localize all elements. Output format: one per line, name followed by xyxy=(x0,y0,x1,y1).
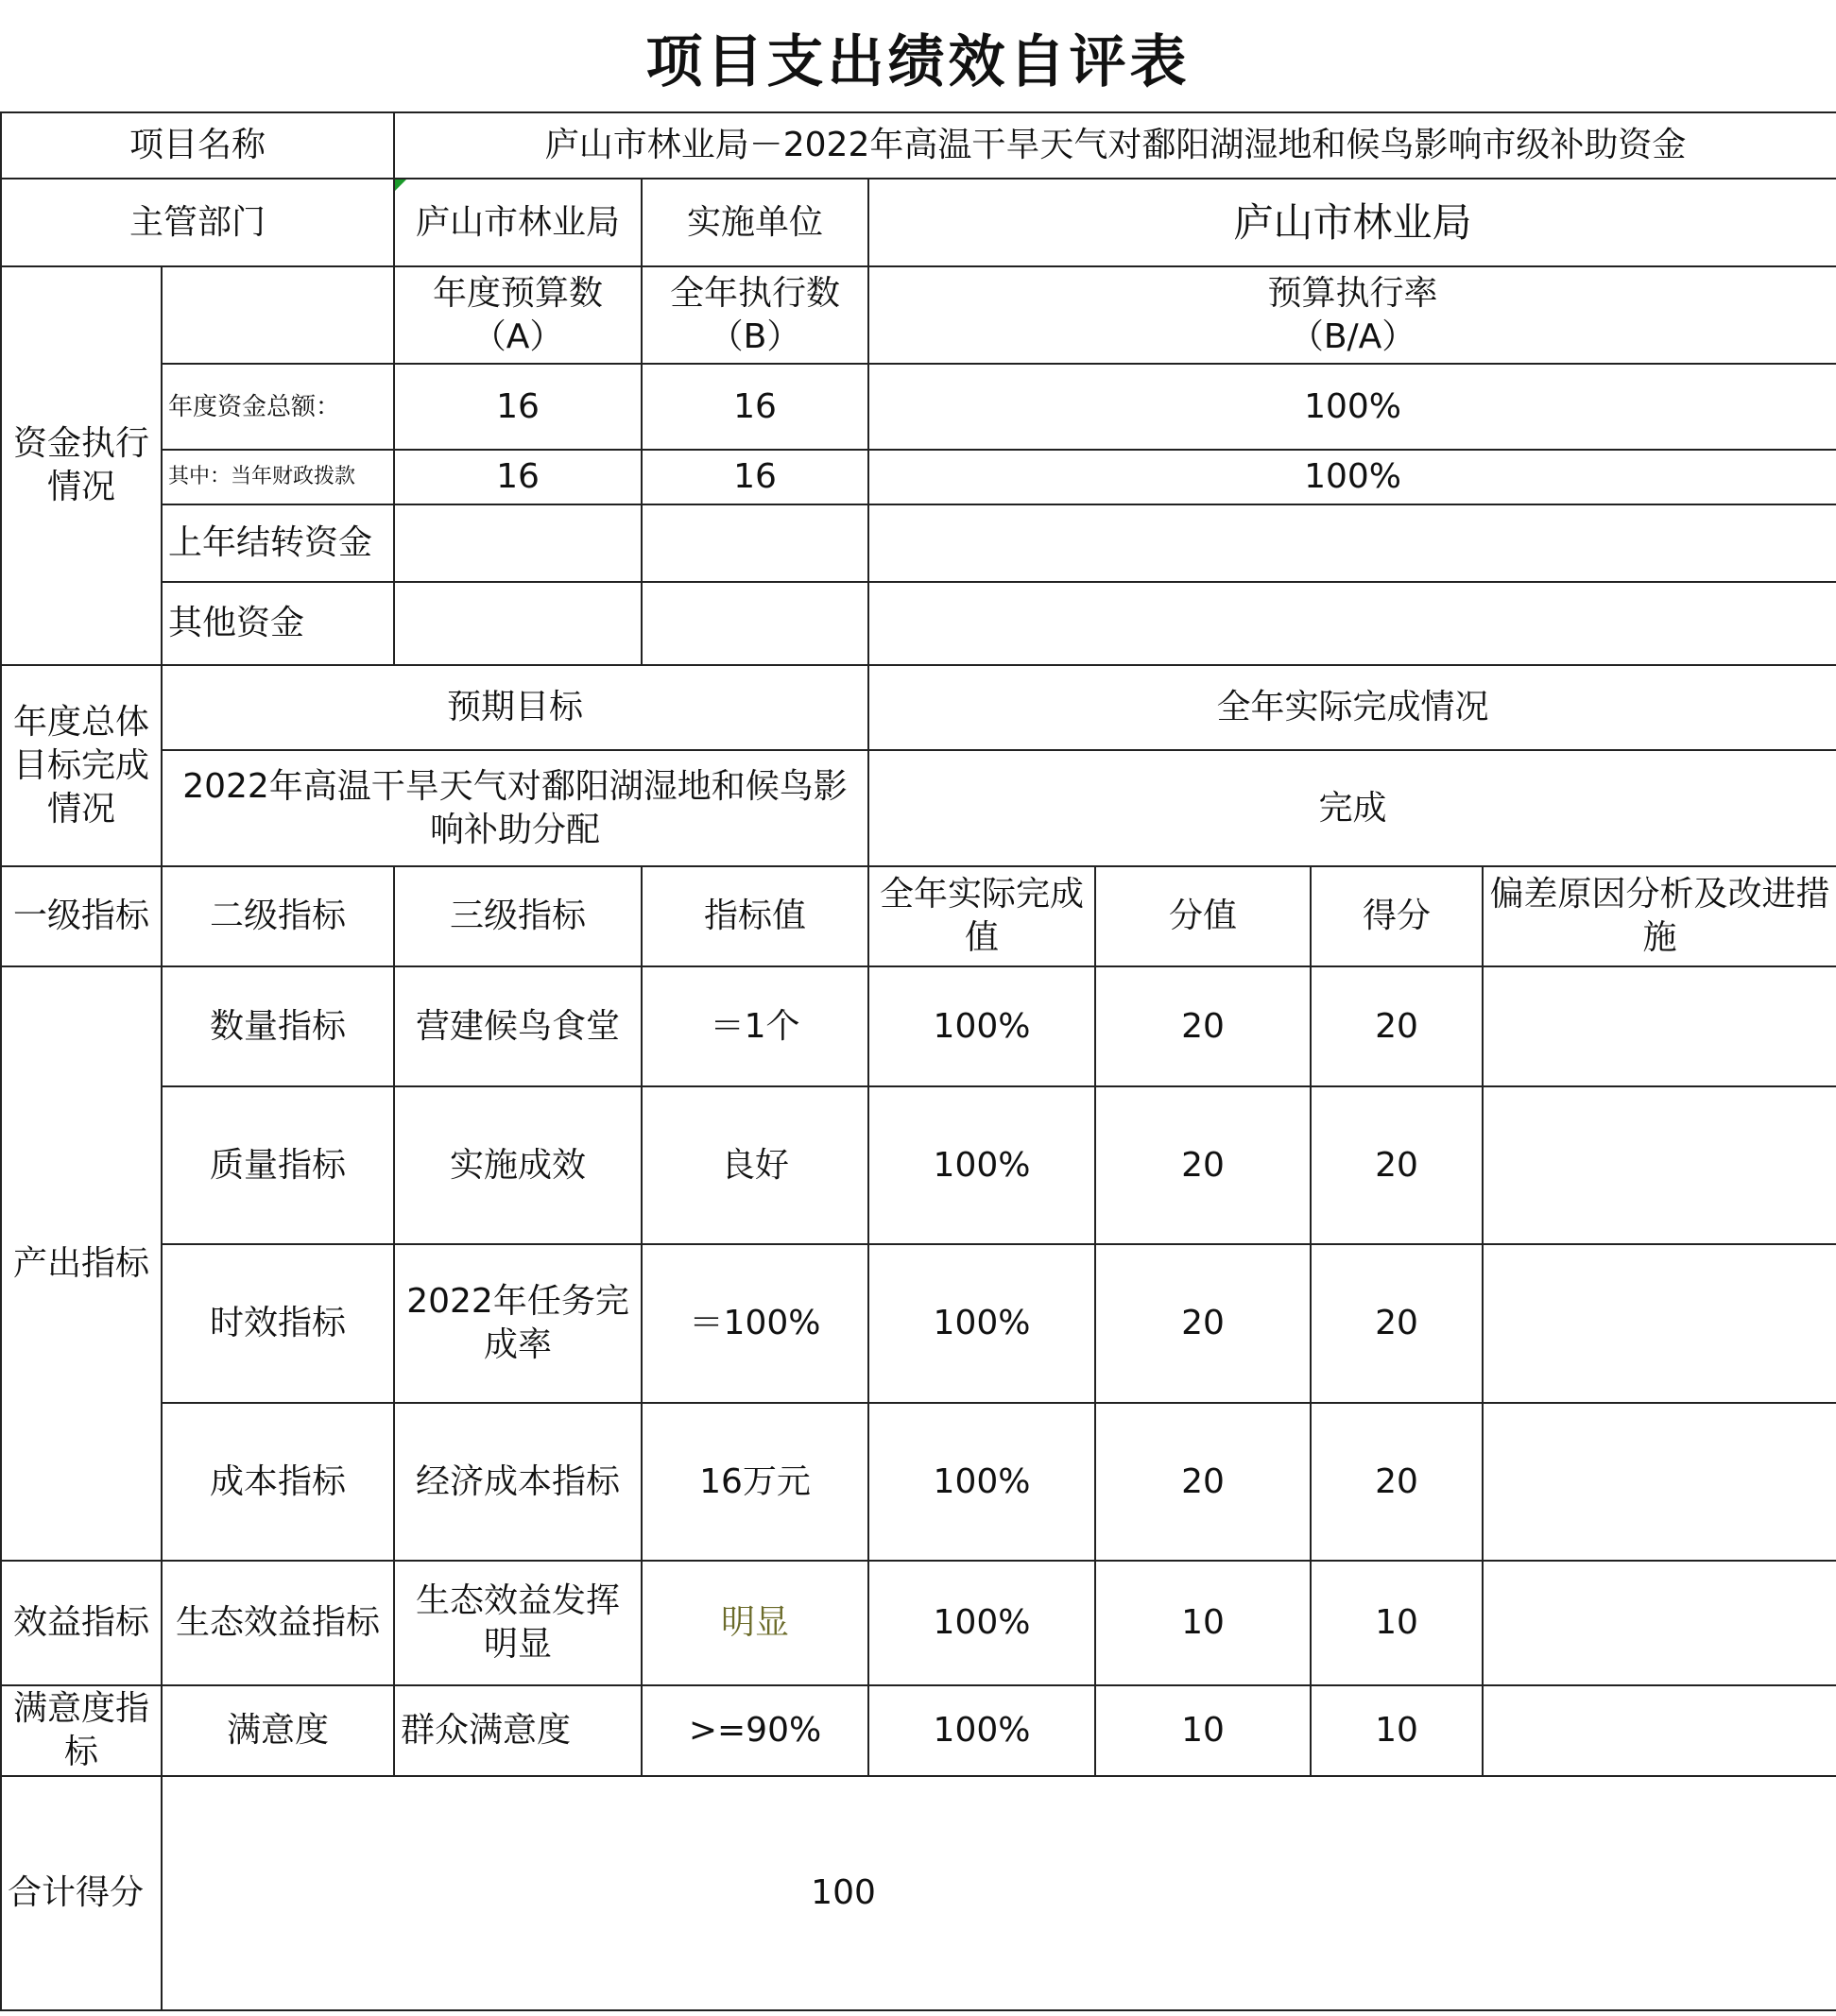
weight-cell: 10 xyxy=(1095,1685,1311,1776)
execution-rate-header xyxy=(868,266,1836,364)
level2-cell: 生态效益指标 xyxy=(162,1561,394,1685)
target-cell: >=90% xyxy=(642,1685,868,1776)
funds-row-b xyxy=(642,582,868,665)
funds-row-a xyxy=(394,582,642,665)
target-cell: 16万元 xyxy=(642,1403,868,1561)
funds-row-a: 16 xyxy=(394,364,642,450)
execution-b-header xyxy=(642,266,868,364)
funds-row-total xyxy=(1,364,1836,450)
score-cell: 20 xyxy=(1311,1244,1483,1403)
target-cell: ＝100% xyxy=(642,1244,868,1403)
total-row xyxy=(1,1776,1836,2010)
expected-goal-value: 2022年高温干旱天气对鄱阳湖湿地和候鸟影响补助分配 xyxy=(162,750,868,866)
funds-row-b: 16 xyxy=(642,364,868,450)
goals-section-label: 年度总体目标完成情况 xyxy=(1,665,162,866)
impl-value: 庐山市林业局 xyxy=(868,179,1836,266)
actual-cell: 100% xyxy=(868,1244,1095,1403)
page-title: 项目支出绩效自评表 xyxy=(645,29,1191,95)
indicator-header-row xyxy=(1,866,1836,966)
score-header: 得分 xyxy=(1311,866,1483,966)
actual-cell: 100% xyxy=(868,1403,1095,1561)
funds-row-fiscal xyxy=(1,450,1836,504)
remark-header: 偏差原因分析及改进措施 xyxy=(1483,866,1836,966)
dept-value: 庐山市林业局 xyxy=(394,179,642,266)
score-cell: 10 xyxy=(1311,1561,1483,1685)
level3-cell: 实施成效 xyxy=(394,1086,642,1244)
rate-line1: 预算执行率 xyxy=(1267,273,1438,313)
level3-cell: 群众满意度 xyxy=(394,1685,642,1776)
indicator-row xyxy=(1,1244,1836,1403)
remark-cell xyxy=(1483,1561,1836,1685)
funds-row-rate: 100% xyxy=(868,364,1836,450)
funds-row-b xyxy=(642,504,868,582)
execution-b-line1: 全年执行数 xyxy=(670,273,841,313)
budget-a-line2: （A） xyxy=(472,316,564,356)
target-header: 指标值 xyxy=(642,866,868,966)
dept-label: 主管部门 xyxy=(1,179,394,266)
funds-row-label: 其他资金 xyxy=(162,582,394,665)
score-cell: 20 xyxy=(1311,966,1483,1086)
expected-goal-header: 预期目标 xyxy=(162,665,868,750)
weight-cell: 20 xyxy=(1095,966,1311,1086)
actual-cell: 100% xyxy=(868,1086,1095,1244)
level2-cell: 时效指标 xyxy=(162,1244,394,1403)
funds-row-label: 其中：当年财政拨款 xyxy=(162,450,394,504)
total-label: 合计得分 xyxy=(1,1776,162,2010)
funds-row-label: 年度资金总额： xyxy=(162,364,394,450)
weight-cell: 20 xyxy=(1095,1244,1311,1403)
weight-cell: 20 xyxy=(1095,1086,1311,1244)
actual-completion-header: 全年实际完成情况 xyxy=(868,665,1836,750)
level1-header: 一级指标 xyxy=(1,866,162,966)
output-indicator-label: 产出指标 xyxy=(1,966,162,1561)
score-cell: 20 xyxy=(1311,1403,1483,1561)
funds-row-other xyxy=(1,582,1836,665)
level3-cell: 2022年任务完成率 xyxy=(394,1244,642,1403)
actual-cell: 100% xyxy=(868,1685,1095,1776)
level2-header: 二级指标 xyxy=(162,866,394,966)
funds-row-a xyxy=(394,504,642,582)
level3-header: 三级指标 xyxy=(394,866,642,966)
funds-row-rate xyxy=(868,582,1836,665)
funds-row-b: 16 xyxy=(642,450,868,504)
weight-cell: 20 xyxy=(1095,1403,1311,1561)
evaluation-table xyxy=(0,111,1836,2011)
funds-row-carryover xyxy=(1,504,1836,582)
level2-cell: 数量指标 xyxy=(162,966,394,1086)
actual-header: 全年实际完成值 xyxy=(868,866,1095,966)
level2-cell: 质量指标 xyxy=(162,1086,394,1244)
indicator-row xyxy=(1,1403,1836,1561)
funds-row-a: 16 xyxy=(394,450,642,504)
project-name-row xyxy=(1,112,1836,179)
funds-row-rate: 100% xyxy=(868,450,1836,504)
remark-cell xyxy=(1483,1685,1836,1776)
funds-row-label: 上年结转资金 xyxy=(162,504,394,582)
benefit-level1: 效益指标 xyxy=(1,1561,162,1685)
budget-a-line1: 年度预算数 xyxy=(433,273,604,313)
score-cell: 10 xyxy=(1311,1685,1483,1776)
target-cell: 明显 xyxy=(642,1561,868,1685)
department-row xyxy=(1,179,1836,266)
remark-cell xyxy=(1483,966,1836,1086)
project-name-value: 庐山市林业局－2022年高温干旱天气对鄱阳湖湿地和候鸟影响市级补助资金 xyxy=(394,112,1836,179)
weight-header: 分值 xyxy=(1095,866,1311,966)
satisfaction-row xyxy=(1,1685,1836,1776)
funds-row-rate xyxy=(868,504,1836,582)
level3-cell: 经济成本指标 xyxy=(394,1403,642,1561)
funds-section-label: 资金执行情况 xyxy=(1,266,162,665)
level3-cell: 生态效益发挥明显 xyxy=(394,1561,642,1685)
impl-label: 实施单位 xyxy=(642,179,868,266)
indicator-row xyxy=(1,1086,1836,1244)
benefit-row xyxy=(1,1561,1836,1685)
target-cell: 良好 xyxy=(642,1086,868,1244)
actual-completion-value: 完成 xyxy=(868,750,1836,866)
actual-cell: 100% xyxy=(868,1561,1095,1685)
actual-cell: 100% xyxy=(868,966,1095,1086)
project-name-label: 项目名称 xyxy=(1,112,394,179)
weight-cell: 10 xyxy=(1095,1561,1311,1685)
indicator-row xyxy=(1,966,1836,1086)
level2-cell: 满意度 xyxy=(162,1685,394,1776)
execution-b-line2: （B） xyxy=(709,316,801,356)
budget-a-header xyxy=(394,266,642,364)
funds-header-blank xyxy=(162,266,394,364)
target-cell: ＝1个 xyxy=(642,966,868,1086)
remark-cell xyxy=(1483,1403,1836,1561)
remark-cell xyxy=(1483,1244,1836,1403)
goals-header-row xyxy=(1,665,1836,750)
total-value: 100 xyxy=(162,1776,1836,2010)
level3-cell: 营建候鸟食堂 xyxy=(394,966,642,1086)
score-cell: 20 xyxy=(1311,1086,1483,1244)
funds-header-row xyxy=(1,266,1836,364)
remark-cell xyxy=(1483,1086,1836,1244)
level2-cell: 成本指标 xyxy=(162,1403,394,1561)
satisfaction-level1: 满意度指标 xyxy=(1,1685,162,1776)
goals-value-row xyxy=(1,750,1836,866)
rate-line2: （B/A） xyxy=(1289,316,1416,356)
